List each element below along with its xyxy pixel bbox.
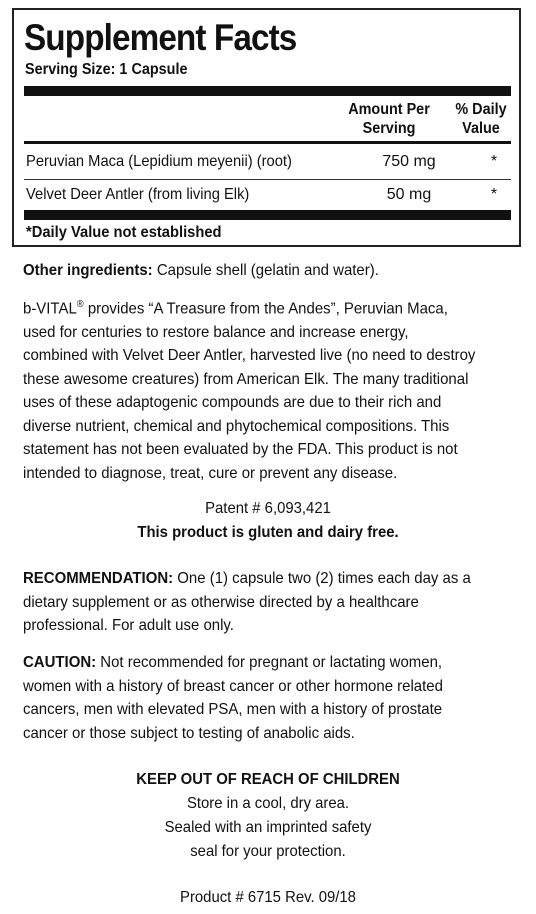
description-line: provides “A Treasure from the Andes”, Peruvian Maca, [83,300,448,318]
other-ingredients-label: Other ingredients: [23,262,153,279]
ingredient-dv-maca: * [490,153,498,170]
storage-line: Store in a cool, dry area. [186,795,350,812]
ingredient-amount-antler: 50 mg [386,186,432,203]
caution-line: cancers, men with elevated PSA, men with a history of prostate [23,701,443,718]
facts-row-divider [24,179,511,180]
recommendation-line: One (1) capsule two (2) times each day as a [173,570,471,587]
storage-line: Sealed with an imprinted safety [164,819,372,836]
product-code: Product # 6715 Rev. 09/18 [180,889,356,906]
gluten-dairy-free-statement: This product is gluten and dairy free. [137,524,399,541]
description-line: combined with Velvet Deer Antler, harvested live (no need to destroy [23,347,476,365]
serving-size: Serving Size: 1 Capsule [25,61,188,78]
other-ingredients-text: Capsule shell (gelatin and water). [152,262,379,279]
other-ingredients [23,259,509,283]
ingredient-name-maca: Peruvian Maca (Lepidium meyenii) (root) [26,153,292,170]
product-description [23,293,509,485]
facts-thick-divider-top [24,86,511,96]
description-line: intended to diagnose, treat, cure or prevent any disease. [23,464,398,482]
facts-thick-divider-bottom [24,210,511,220]
facts-header-divider [24,141,511,144]
description-line: used for centuries to restore balance and increase energy, [23,323,409,341]
caution-label: CAUTION: [23,654,97,671]
ingredient-amount-maca: 750 mg [382,153,436,170]
supplement-facts-panel [12,8,521,247]
description-line: uses of these adaptogenic compounds are due to their rich and [23,394,442,412]
ingredient-name-antler: Velvet Deer Antler (from living Elk) [26,186,250,203]
caution [23,651,509,745]
description-line: diverse nutrient, chemical and phytochemical compositions. This [23,417,450,435]
caution-line: Not recommended for pregnant or lactating women, [96,654,443,671]
ingredient-dv-antler: * [490,186,498,203]
keep-out-of-reach-heading: KEEP OUT OF REACH OF CHILDREN [136,771,400,788]
recommendation [23,567,509,638]
caution-line: women with a history of breast cancer or other hormone related [23,677,443,695]
description-line: statement has not been evaluated by the FDA. This product is not [23,441,458,459]
registered-mark: ® [76,299,84,310]
daily-value-header: % Daily Value [455,101,507,137]
recommendation-line: professional. For adult use only. [23,617,234,634]
caution-line: cancer or those subject to testing of anabolic aids. [23,724,355,742]
facts-title: Supplement Facts [24,17,297,58]
recommendation-label: RECOMMENDATION: [23,570,174,587]
amount-per-serving-header: Amount Per Serving [348,101,430,137]
description-line: these awesome creatures) from American Elk. The many traditional [23,370,469,388]
storage-line: seal for your protection. [190,843,346,860]
daily-value-footnote: *Daily Value not established [26,224,222,241]
recommendation-line: dietary supplement or as otherwise directed by a healthcare [23,593,419,611]
patent-number: Patent # 6,093,421 [205,500,331,517]
brand-name: b-VITAL [23,300,77,318]
